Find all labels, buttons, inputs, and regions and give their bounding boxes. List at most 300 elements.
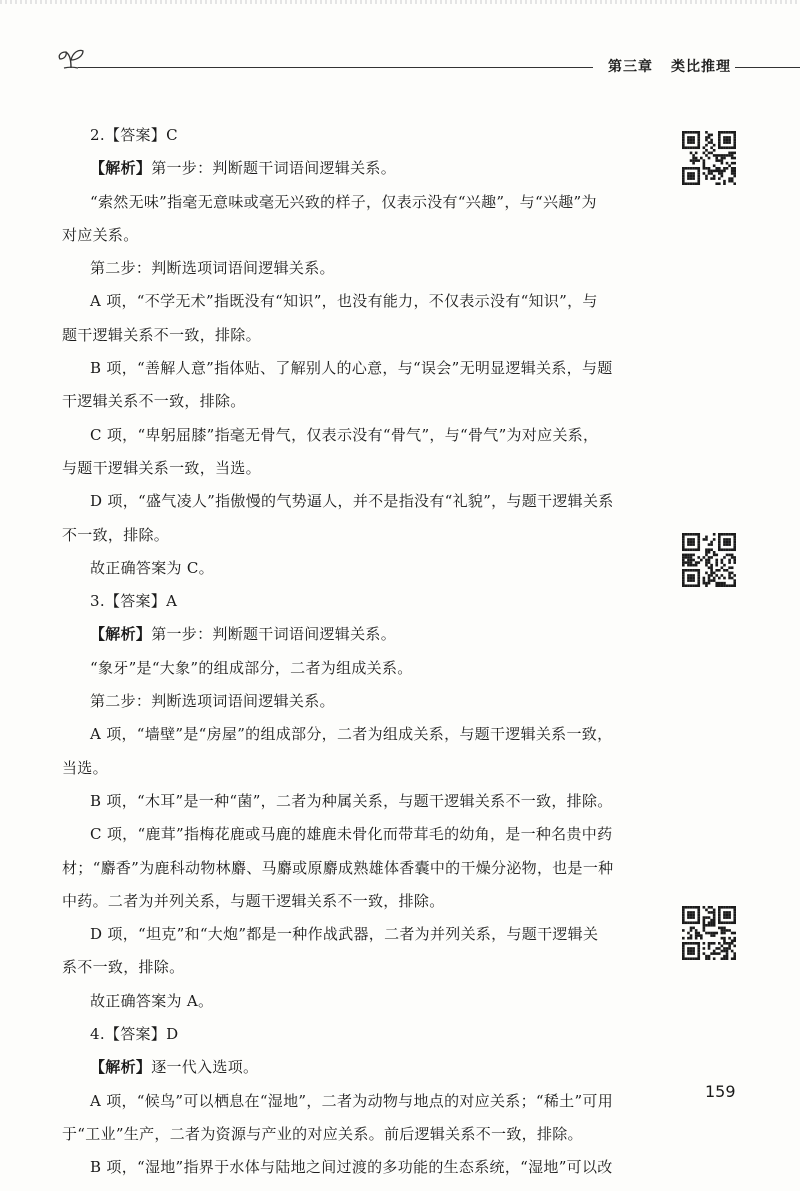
qr-module (703, 921, 706, 924)
qr-module (726, 541, 729, 544)
qr-module (718, 139, 721, 142)
qr-module (690, 175, 693, 178)
qr-module (726, 914, 729, 917)
line-text: 材；“麝香”为鹿科动物林麝、马麝或原麝成熟雄体香囊中的干燥分泌物，也是一种 (62, 858, 614, 877)
qr-module (713, 170, 716, 173)
qr-module (690, 543, 693, 546)
qr-module (687, 533, 690, 536)
line-text: 第一步：判断题干词语间逻辑关系。 (151, 625, 397, 644)
qr-module (733, 939, 736, 942)
qr-module (733, 533, 736, 536)
qr-module (705, 916, 708, 919)
qr-module (731, 556, 734, 559)
qr-module (718, 911, 721, 914)
qr-module (682, 548, 685, 551)
qr-module (723, 914, 726, 917)
qr-module (692, 957, 695, 960)
qr-module (682, 533, 685, 536)
qr-module (685, 561, 688, 564)
qr-module (733, 157, 736, 160)
text-line (62, 1157, 658, 1177)
qr-module (728, 945, 731, 948)
qr-module (715, 932, 718, 935)
qr-module (682, 172, 685, 175)
qr-module (697, 582, 700, 585)
qr-module (723, 582, 726, 585)
line-text: “象牙”是“大象”的组成部分，二者为组成关系。 (90, 658, 413, 677)
qr-module (690, 146, 693, 149)
qr-module (705, 572, 708, 575)
qr-module (718, 131, 721, 134)
qr-module (697, 144, 700, 147)
qr-module (685, 569, 688, 572)
qr-module (703, 159, 706, 162)
qr-module (723, 141, 726, 144)
qr-module (726, 942, 729, 945)
qr-module (713, 950, 716, 953)
qr-module (718, 182, 721, 185)
qr-module (695, 131, 698, 134)
qr-module (728, 937, 731, 940)
qr-module (692, 914, 695, 917)
qr-module (715, 154, 718, 157)
text-line (62, 658, 658, 678)
qr-module (690, 131, 693, 134)
qr-module (733, 906, 736, 909)
qr-module (733, 952, 736, 955)
qr-module (685, 146, 688, 149)
qr-module (703, 947, 706, 950)
qr-module (697, 584, 700, 587)
qr-module (726, 955, 729, 958)
qr-module (718, 952, 721, 955)
qr-module (690, 574, 693, 577)
qr-module (723, 916, 726, 919)
qr-module (733, 175, 736, 178)
qr-module (731, 157, 734, 160)
qr-module (692, 579, 695, 582)
qr-module (703, 906, 706, 909)
qr-module (682, 942, 685, 945)
qr-module (723, 932, 726, 935)
text-line (62, 758, 658, 778)
qr-module (721, 921, 724, 924)
qr-module (690, 139, 693, 142)
qr-module (687, 574, 690, 577)
qr-module (690, 927, 693, 930)
line-text: C 项，“卑躬屈膝”指毫无骨气，仅表示没有“骨气”，与“骨气”为对应关系， (90, 425, 599, 444)
qr-module (685, 957, 688, 960)
qr-module (723, 584, 726, 587)
qr-module (728, 152, 731, 155)
qr-module (733, 536, 736, 539)
qr-module (695, 921, 698, 924)
qr-module (715, 157, 718, 160)
qr-module (718, 533, 721, 536)
qr-module (731, 167, 734, 170)
qr-module (723, 921, 726, 924)
qr-module (723, 942, 726, 945)
qr-module (718, 136, 721, 139)
qr-module (721, 937, 724, 940)
qr-module (685, 131, 688, 134)
qr-module (723, 927, 726, 930)
qr-module (721, 162, 724, 165)
line-text: 不一致，排除。 (62, 525, 170, 544)
qr-module (697, 131, 700, 134)
qr-module (726, 952, 729, 955)
qr-module (721, 906, 724, 909)
qr-module (687, 906, 690, 909)
qr-module (682, 554, 685, 557)
qr-module (697, 136, 700, 139)
qr-module (718, 548, 721, 551)
qr-module (713, 932, 716, 935)
qr-module (703, 164, 706, 167)
line-text: 逐一代入选项。 (151, 1058, 259, 1077)
qr-module (697, 916, 700, 919)
qr-module (728, 139, 731, 142)
qr-module (710, 932, 713, 935)
qr-module (700, 157, 703, 160)
qr-module (697, 177, 700, 180)
qr-module (708, 556, 711, 559)
qr-module (692, 175, 695, 178)
qr-module (708, 582, 711, 585)
qr-module (733, 182, 736, 185)
qr-module (685, 906, 688, 909)
qr-module (695, 561, 698, 564)
qr-module (726, 543, 729, 546)
qr-module (723, 146, 726, 149)
qr-module (708, 170, 711, 173)
qr-module (718, 141, 721, 144)
line-text: C 项，“鹿茸”指梅花鹿或马鹿的雄鹿未骨化而带茸毛的幼角，是一种名贵中药 (90, 825, 613, 844)
qr-module (731, 152, 734, 155)
qr-module (705, 175, 708, 178)
qr-module (687, 167, 690, 170)
chapter-header (604, 56, 735, 76)
qr-module (690, 952, 693, 955)
qr-module (718, 927, 721, 930)
qr-module (710, 574, 713, 577)
qr-module (682, 950, 685, 953)
qr-module (721, 154, 724, 157)
qr-module (721, 932, 724, 935)
qr-module (713, 916, 716, 919)
qr-module (728, 574, 731, 577)
qr-module (733, 937, 736, 940)
qr-module (687, 548, 690, 551)
qr-module (692, 533, 695, 536)
qr-module (708, 548, 711, 551)
qr-module (713, 921, 716, 924)
qr-module (695, 929, 698, 932)
qr-module (703, 952, 706, 955)
qr-module (685, 556, 688, 559)
qr-module (733, 141, 736, 144)
qr-module (715, 170, 718, 173)
qr-module (723, 167, 726, 170)
line-text: B 项，“湿地”指界于水体与陆地之间过渡的多功能的生态系统，“湿地”可以改 (90, 1158, 613, 1177)
qr-module (682, 921, 685, 924)
qr-module (682, 957, 685, 960)
qr-module (703, 927, 706, 930)
qr-module (713, 914, 716, 917)
qr-module (710, 543, 713, 546)
qr-module (721, 533, 724, 536)
qr-module (703, 167, 706, 170)
qr-module (728, 136, 731, 139)
qr-module (697, 955, 700, 958)
qr-module (705, 584, 708, 587)
qr-module (692, 157, 695, 160)
qr-module (682, 909, 685, 912)
qr-module (692, 182, 695, 185)
qr-module (718, 546, 721, 549)
qr-module (708, 906, 711, 909)
qr-module (713, 551, 716, 554)
qr-module (690, 569, 693, 572)
qr-module (723, 906, 726, 909)
line-text: 4.【答案】D (90, 1025, 179, 1044)
qr-module (715, 167, 718, 170)
qr-module (726, 538, 729, 541)
qr-module (728, 543, 731, 546)
qr-module (733, 538, 736, 541)
text-line (62, 1091, 658, 1111)
qr-module (718, 584, 721, 587)
qr-module (703, 916, 706, 919)
qr-module (733, 152, 736, 155)
qr-module (690, 564, 693, 567)
qr-module (682, 177, 685, 180)
qr-module (733, 548, 736, 551)
qr-module (718, 159, 721, 162)
qr-module (690, 533, 693, 536)
qr-module (690, 584, 693, 587)
text-line (62, 991, 658, 1011)
qr-module (685, 554, 688, 557)
qr-module (697, 556, 700, 559)
qr-module (682, 916, 685, 919)
qr-module (687, 538, 690, 541)
qr-module (713, 554, 716, 557)
qr-module (710, 942, 713, 945)
qr-module (708, 911, 711, 914)
qr-module (708, 152, 711, 155)
qr-module (682, 579, 685, 582)
qr-module (697, 543, 700, 546)
qr-module (682, 131, 685, 134)
qr-module (697, 919, 700, 922)
qr-module (700, 937, 703, 940)
qr-module (715, 582, 718, 585)
qr-module (692, 159, 695, 162)
qr-module (733, 131, 736, 134)
qr-module (708, 932, 711, 935)
qr-module (713, 934, 716, 937)
qr-module (692, 172, 695, 175)
qr-module (718, 144, 721, 147)
qr-module (723, 543, 726, 546)
qr-module (697, 536, 700, 539)
qr-module (692, 952, 695, 955)
qr-module (731, 921, 734, 924)
qr-module (708, 136, 711, 139)
qr-module (692, 177, 695, 180)
analysis-tag: 【解析】 (90, 159, 152, 178)
qr-module (682, 538, 685, 541)
qr-module (733, 136, 736, 139)
qr-module (697, 141, 700, 144)
qr-module (692, 574, 695, 577)
qr-module (682, 136, 685, 139)
text-line (62, 125, 658, 145)
line-text: 3.【答案】A (90, 592, 178, 611)
qr-module (687, 177, 690, 180)
qr-code-icon (682, 906, 736, 960)
text-line (62, 624, 658, 644)
qr-module (721, 172, 724, 175)
qr-module (710, 548, 713, 551)
qr-module (703, 577, 706, 580)
header-rule (78, 67, 593, 68)
line-text: 当选。 (62, 758, 108, 777)
qr-module (710, 921, 713, 924)
qr-module (697, 906, 700, 909)
qr-module (682, 561, 685, 564)
qr-module (682, 146, 685, 149)
qr-module (721, 574, 724, 577)
qr-module (705, 154, 708, 157)
qr-module (713, 175, 716, 178)
qr-module (697, 182, 700, 185)
qr-module (687, 577, 690, 580)
qr-module (690, 177, 693, 180)
qr-module (710, 152, 713, 155)
text-line (62, 258, 658, 278)
qr-module (733, 957, 736, 960)
qr-module (731, 566, 734, 569)
qr-module (710, 572, 713, 575)
qr-module (723, 556, 726, 559)
qr-module (710, 170, 713, 173)
qr-module (697, 574, 700, 577)
qr-module (687, 175, 690, 178)
qr-module (692, 927, 695, 930)
qr-module (718, 921, 721, 924)
qr-module (708, 921, 711, 924)
qr-module (715, 584, 718, 587)
qr-module (708, 561, 711, 564)
qr-module (715, 559, 718, 562)
qr-module (731, 180, 734, 183)
qr-module (682, 929, 685, 932)
text-line (62, 824, 658, 844)
qr-module (690, 561, 693, 564)
text-line (62, 791, 658, 811)
qr-module (710, 919, 713, 922)
qr-module (733, 170, 736, 173)
line-text: 第二步：判断选项词语间逻辑关系。 (90, 692, 335, 711)
qr-module (721, 561, 724, 564)
qr-module (703, 924, 706, 927)
qr-module (728, 911, 731, 914)
qr-module (723, 939, 726, 942)
qr-module (728, 947, 731, 950)
qr-module (690, 554, 693, 557)
qr-module (695, 146, 698, 149)
qr-module (682, 182, 685, 185)
qr-module (697, 561, 700, 564)
qr-module (726, 136, 729, 139)
qr-module (692, 136, 695, 139)
qr-module (728, 146, 731, 149)
qr-module (718, 577, 721, 580)
qr-module (718, 177, 721, 180)
page-number: 159 (705, 1082, 736, 1101)
qr-module (697, 914, 700, 917)
qr-module (682, 170, 685, 173)
qr-module (682, 543, 685, 546)
qr-module (718, 582, 721, 585)
qr-module (733, 167, 736, 170)
qr-module (697, 538, 700, 541)
qr-module (692, 162, 695, 165)
qr-module (715, 947, 718, 950)
line-text: 2.【答案】C (90, 126, 178, 144)
qr-module (718, 947, 721, 950)
qr-module (703, 919, 706, 922)
qr-module (690, 929, 693, 932)
qr-module (685, 942, 688, 945)
qr-module (718, 172, 721, 175)
qr-module (682, 180, 685, 183)
qr-module (718, 909, 721, 912)
qr-module (682, 546, 685, 549)
qr-module (697, 950, 700, 953)
qr-module (697, 146, 700, 149)
qr-module (700, 934, 703, 937)
qr-module (705, 924, 708, 927)
qr-module (723, 911, 726, 914)
qr-module (721, 945, 724, 948)
qr-module (690, 914, 693, 917)
qr-module (733, 911, 736, 914)
qr-module (697, 921, 700, 924)
line-text: 第二步：判断选项词语间逻辑关系。 (90, 259, 335, 278)
qr-module (718, 942, 721, 945)
qr-module (692, 141, 695, 144)
line-text: 第一步：判断题干词语间逻辑关系。 (151, 159, 397, 178)
qr-module (723, 157, 726, 160)
qr-module (718, 170, 721, 173)
qr-module (690, 934, 693, 937)
qr-module (708, 957, 711, 960)
qr-module (713, 164, 716, 167)
qr-module (715, 574, 718, 577)
line-text: A 项，“墙壁”是“房屋”的组成部分，二者为组成关系，与题干逻辑关系一致， (90, 725, 613, 744)
qr-module (710, 934, 713, 937)
qr-module (682, 919, 685, 922)
qr-module (687, 942, 690, 945)
qr-module (692, 559, 695, 562)
text-line (62, 858, 658, 878)
qr-module (690, 916, 693, 919)
qr-module (721, 146, 724, 149)
qr-module (713, 942, 716, 945)
